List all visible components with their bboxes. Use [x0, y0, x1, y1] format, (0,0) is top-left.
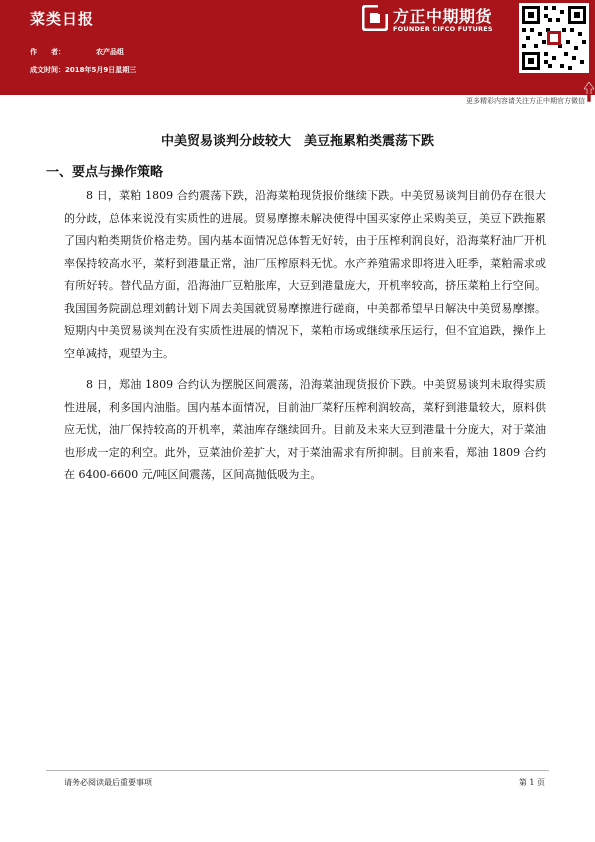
author-label: 作 者：: [30, 48, 65, 56]
report-type: 菜类日报: [30, 10, 95, 28]
section-heading: 一、要点与操作策略: [46, 165, 164, 180]
author-value: 农产品组: [96, 48, 124, 56]
page-number: 第 1 页: [518, 778, 545, 787]
article-title: 中美贸易谈判分歧较大 美豆拖累粕类震荡下跌: [160, 134, 434, 149]
paragraph: 8 日，郑油 1809 合约认为摆脱区间震荡，沿海菜油现货报价下跌。中美贸易谈判未取得实质性进展，利多国内油脂。国内基本面情况，目前油厂菜籽压榨利润较高，菜籽到港量较大，原料供应无忧，油厂保持较高的开机率，菜油库存继续回升。目前及未来大豆到港量十分庞大，对于菜油也形成一定的利空。此外，豆菜油价差扩大，对于菜油需求有所抑制。目前来看，郑油 1809 合约在 6400-6600 元/吨区间震荡，区间高抛低吸为主。: [64, 378, 546, 481]
paragraph-rapeseed-meal: [64, 185, 546, 365]
footer-rule: [46, 770, 549, 771]
follow-wechat-text: 更多精彩内容请关注方正中期官方微信: [466, 97, 585, 105]
footer-disclaimer: 请务必阅读最后重要事项: [64, 778, 152, 787]
paragraph: 8 日，菜粕 1809 合约震荡下跌，沿海菜粕现货报价继续下跌。中美贸易谈判目前仍存在很大的分歧，总体来说没有实质性的进展。贸易摩擦未解决使得中国买家停止采购美豆，美豆下跌拖累了国内粕类期货价格走势。国内基本面情况总体暂无好转，由于压榨利润良好，沿海菜籽油厂开机率保持较高水平，菜籽到港量正常，油厂压榨原料无忧。水产养殖需求即将进入旺季，菜粕需求或有所好转。替代品方面，沿海油厂豆粕胀库，大豆到港量庞大，开机率较高，挤压菜粕上行空间。我国国务院副总理刘鹤计划下周去美国就贸易摩擦进行磋商，中美都希望早日解决中美贸易摩擦。短期内中美贸易谈判在没有实质性进展的情况下，菜粕市场或继续承压运行，但不宜追跌，操作上空单减持，观望为主。: [64, 189, 546, 360]
publish-date: 成文时间：2018年5月9日星期三: [30, 66, 137, 74]
report-header: [0, 0, 595, 94]
founder-logo-icon: [362, 5, 388, 31]
brand-name-en: FOUNDER CIFCO FUTURES: [393, 25, 493, 33]
brand-name-cn: 方正中期期货: [393, 7, 493, 26]
qr-code-icon: [519, 3, 589, 73]
paragraph-rapeseed-oil: [64, 374, 546, 487]
